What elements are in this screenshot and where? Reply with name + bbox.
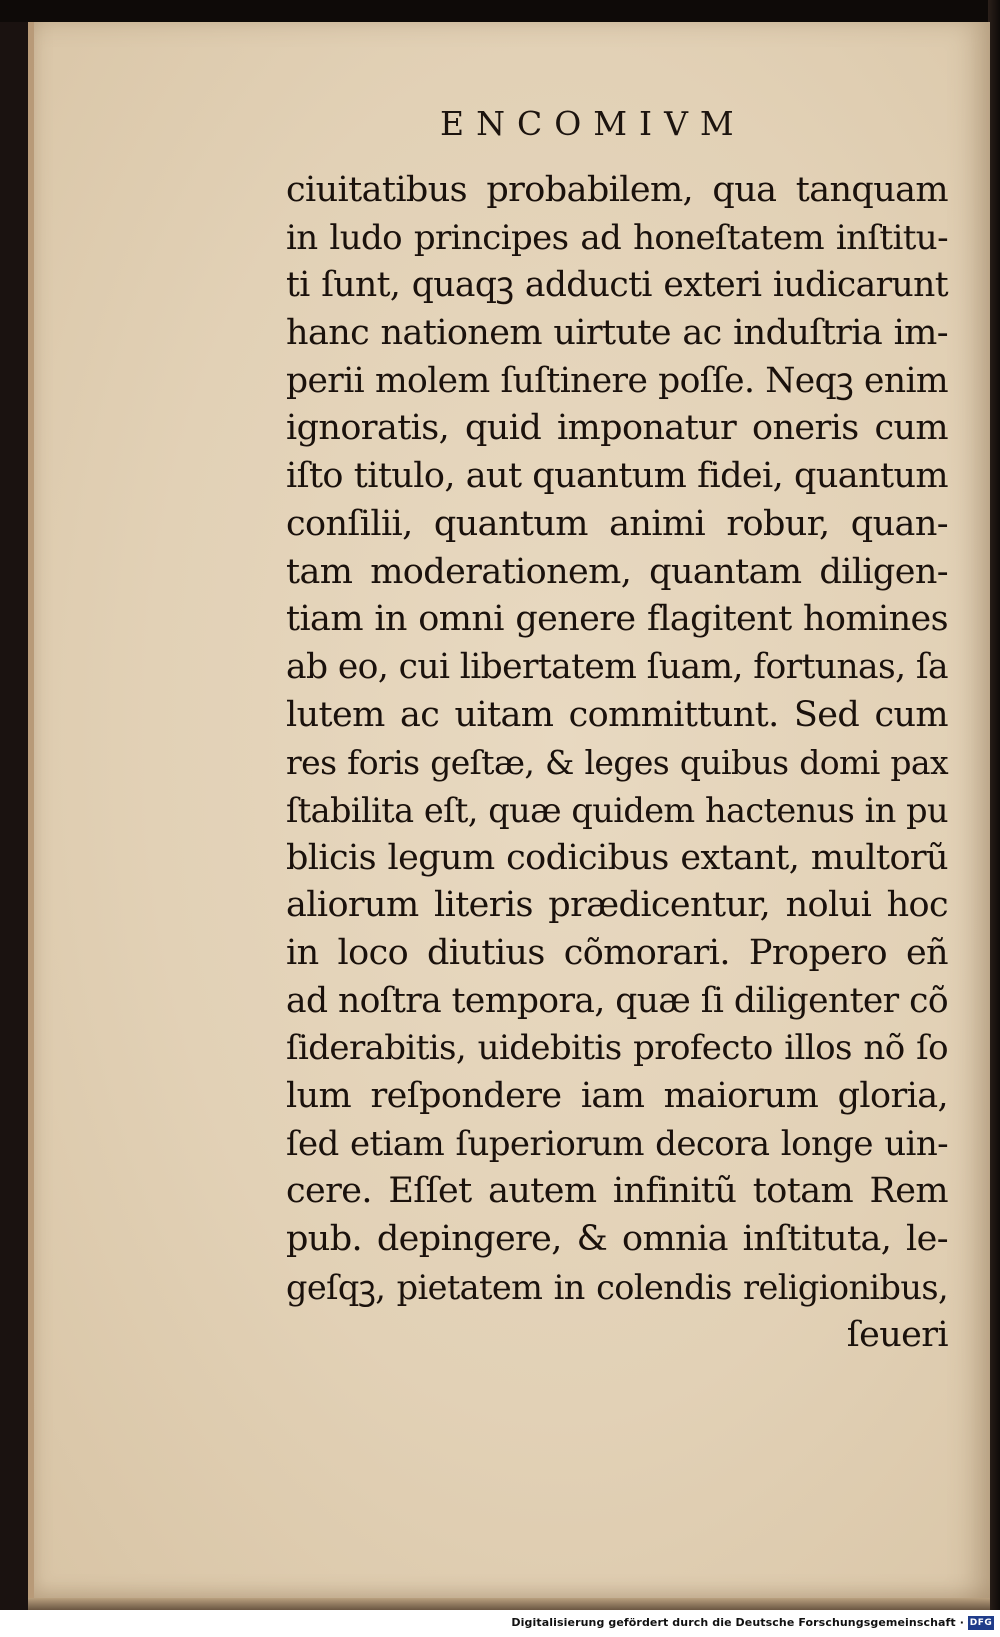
text-line: ab eo, cui libertatem ſuam, fortunas, ſa xyxy=(286,646,948,687)
text-line: ti ſunt, quaqꝫ adducti exteri iudicarunt xyxy=(286,265,948,306)
text-line: ad noſtra tempora, quæ ſi diligenter cõ xyxy=(286,980,948,1021)
text-line: cere. Eſſet autem infinitũ totam Rem xyxy=(286,1171,948,1212)
text-line: pub. depingere, & omnia inſtituta, le- xyxy=(286,1219,948,1260)
catchword: ſeueri xyxy=(846,1314,948,1355)
footer-bar xyxy=(0,1610,1000,1637)
text-line: conſilii, quantum animi robur, quan- xyxy=(286,503,948,544)
text-line: tam moderationem, quantam diligen- xyxy=(286,551,948,592)
text-line: hanc nationem uirtute ac induſtria im- xyxy=(286,313,948,354)
text-line: blicis legum codicibus extant, multorũ xyxy=(286,837,948,878)
text-line: ſed etiam ſuperiorum decora longe uin- xyxy=(286,1123,948,1164)
text-line: in ludo principes ad honeſtatem inſtitu- xyxy=(286,217,948,258)
dfg-logo-icon: DFG xyxy=(969,1618,993,1628)
footer-credit: Digitalisierung gefördert durch die Deutsche Forschungsgemeinschaft · xyxy=(511,1616,964,1629)
text-line: lum reſpondere iam maiorum gloria, xyxy=(286,1076,948,1117)
running-head: ENCOMIVM xyxy=(440,104,746,143)
text-line: res foris geſtæ, & leges quibus domi pax xyxy=(286,743,948,783)
text-line: aliorum literis prædicentur, nolui hoc xyxy=(286,885,948,926)
text-line: tiam in omni genere flagitent homines xyxy=(286,599,948,640)
text-line: perii molem ſuſtinere poſſe. Neqꝫ enim xyxy=(286,360,948,401)
page-bottom-edge xyxy=(28,1598,990,1610)
text-line: lutem ac uitam committunt. Sed cum xyxy=(286,694,948,735)
text-line: in loco diutius cõmorari. Propero eñ xyxy=(286,933,948,973)
text-line: ignoratis, quid imponatur oneris cum xyxy=(286,408,948,449)
body-text xyxy=(286,167,948,1359)
text-line: ciuitatibus probabilem, qua tanquam xyxy=(286,170,948,210)
scan-top-border xyxy=(0,0,1000,22)
text-line: ſtabilita eſt, quæ quidem hactenus in pu xyxy=(286,790,948,830)
text-line: geſqꝫ, pietatem in colendis religionibus, xyxy=(286,1267,948,1307)
text-line: iſto titulo, aut quantum fidei, quantum xyxy=(286,456,948,497)
text-line: ſiderabitis, uidebitis profecto illos nõ ſo xyxy=(286,1028,948,1069)
